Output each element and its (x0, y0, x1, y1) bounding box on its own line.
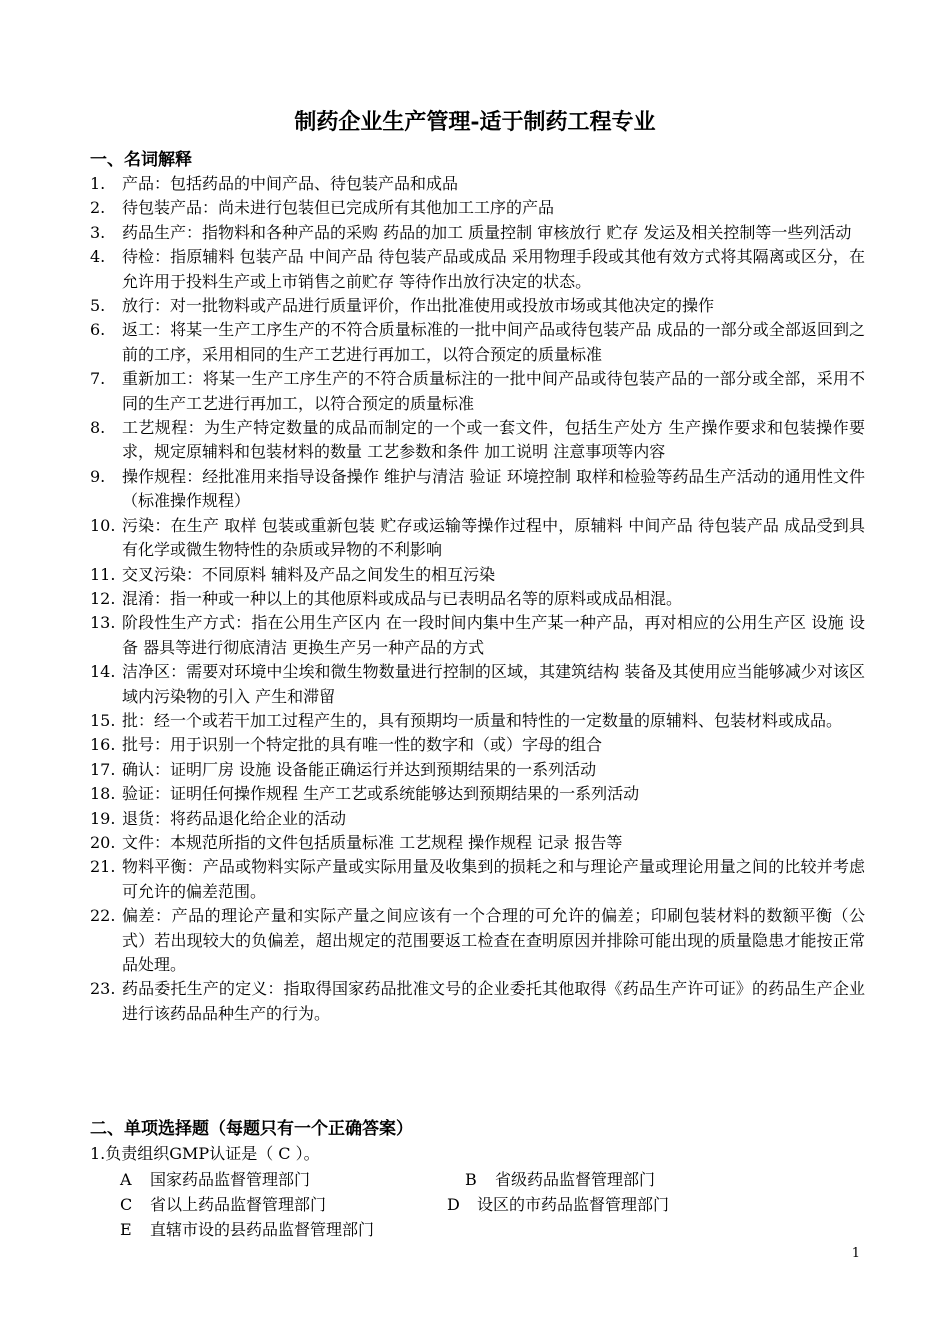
list-item (90, 318, 865, 367)
list-item-number: 21. (90, 857, 116, 877)
list-item-number: 1. (90, 174, 106, 193)
option-c (120, 1192, 326, 1218)
list-item-text: 待包装产品：尚未进行包装但已完成所有其他加工工序的产品 (122, 198, 555, 218)
list-item (90, 196, 865, 220)
list-item (90, 611, 865, 660)
list-item (90, 807, 865, 831)
list-item-number: 10. (90, 515, 116, 535)
list-item-text: 批号：用于识别一个特定批的具有唯一性的数字和（或）字母的组合 (122, 735, 603, 755)
option-text: 设区的市药品监督管理部门 (477, 1195, 670, 1214)
list-item (90, 660, 865, 709)
list-item-text: 混淆：指一种或一种以上的其他原料或成品与已表明品名等的原料或成品相混。 (122, 588, 683, 608)
list-item-text: 退货：将药品退化给企业的活动 (122, 808, 347, 828)
list-item (90, 709, 865, 733)
list-item-number: 20. (90, 832, 116, 852)
option-d (447, 1192, 669, 1218)
list-item-text: 返工：将某一生产工序生产的不符合质量标准的一批中间产品或待包装产品 成品的一部分或全部返回到之前的工序，采用相同的生产工艺进行再加工，以符合预定的质量标准 (122, 320, 865, 364)
list-item (90, 172, 865, 196)
list-item-number: 18. (90, 784, 116, 804)
list-item-number: 16. (90, 735, 116, 755)
list-item-text: 物料平衡：产品或物料实际产量或实际用量及收集到的损耗之和与理论产量或理论用量之间的比较并考虑可允许的偏差范围。 (122, 857, 865, 901)
list-item-number: 5. (90, 296, 106, 316)
list-item-number: 7. (90, 369, 106, 389)
list-item-number: 6. (90, 320, 106, 340)
list-item-text: 偏差：产品的理论产量和实际产量之间应该有一个合理的可允许的偏差；印刷包装材料的数额平衡（公式）若出现较大的负偏差，超出规定的范围要返工检查在查明原因并排除可能出现的质量隐患才能按正常品处理。 (122, 906, 865, 974)
page-number: 1 (851, 1246, 860, 1261)
list-item-number: 8. (90, 418, 106, 438)
list-item (90, 855, 865, 904)
section-heading-definitions: 一、名词解释 (90, 150, 192, 170)
list-item-number: 2. (90, 198, 106, 218)
list-item (90, 245, 865, 294)
option-text: 省级药品监督管理部门 (495, 1170, 656, 1189)
list-item-text: 批：经一个或若干加工过程产生的，具有预期均一质量和特性的一定数量的原辅料、包装材料或成品。 (122, 710, 843, 730)
list-item-text: 放行：对一批物料或产品进行质量评价，作出批准使用或投放市场或其他决定的操作 (122, 296, 715, 316)
list-item (90, 514, 865, 563)
list-item (90, 758, 865, 782)
list-item-text: 污染：在生产 取样 包装或重新包装 贮存或运输等操作过程中，原辅料 中间产品 待包装产品 成品受到具有化学或微生物特性的杂质或异物的不利影响 (122, 515, 865, 560)
list-item-number: 3. (90, 222, 106, 242)
option-letter: D (447, 1195, 460, 1214)
list-item-number: 4. (90, 247, 106, 267)
list-item (90, 563, 865, 587)
list-item-text: 文件：本规范所指的文件包括质量标准 工艺规程 操作规程 记录 报告等 (122, 832, 623, 852)
list-item-number: 19. (90, 808, 116, 828)
list-item-number: 12. (90, 588, 116, 608)
list-item (90, 465, 865, 514)
option-a (120, 1167, 310, 1193)
list-item (90, 977, 865, 1026)
option-letter: A (120, 1170, 132, 1189)
list-item-number: 17. (90, 759, 116, 779)
definitions-list (90, 172, 865, 1026)
list-item-number: 14. (90, 662, 116, 682)
option-letter: E (120, 1220, 132, 1239)
option-text: 国家药品监督管理部门 (150, 1170, 311, 1189)
list-item-text: 洁净区：需要对环境中尘埃和微生物数量进行控制的区域，其建筑结构 装备及其使用应当能够减少对该区域内污染物的引入 产生和滞留 (122, 662, 865, 706)
list-item (90, 904, 865, 977)
list-item (90, 221, 865, 245)
document-title: 制药企业生产管理-适于制药工程专业 (294, 109, 656, 135)
list-item (90, 416, 865, 465)
list-item-number: 9. (90, 466, 106, 486)
list-item-number: 22. (90, 906, 116, 926)
list-item-text: 产品：包括药品的中间产品、待包装产品和成品 (122, 174, 459, 193)
list-item-text: 药品生产：指物料和各种产品的采购 药品的加工 质量控制 审核放行 贮存 发运及相关控制等一些列活动 (122, 222, 852, 242)
list-item-text: 确认：证明厂房 设施 设备能正确运行并达到预期结果的一系列活动 (122, 759, 597, 779)
list-item-number: 11. (90, 564, 116, 584)
list-item (90, 587, 865, 611)
option-letter: B (465, 1170, 477, 1189)
list-item (90, 831, 865, 855)
section-heading-single-choice: 二、单项选择题（每题只有一个正确答案） (90, 1119, 413, 1139)
list-item-text: 工艺规程：为生产特定数量的成品而制定的一个或一套文件，包括生产处方 生产操作要求和包装操作要求，规定原辅料和包装材料的数量 工艺参数和条件 加工说明 注意事项等内容 (122, 418, 865, 462)
list-item-text: 阶段性生产方式：指在公用生产区内 在一段时间内集中生产某一种产品，再对相应的公用生产区 设施 设备 器具等进行彻底清洁 更换生产另一种产品的方式 (122, 613, 865, 657)
list-item (90, 294, 865, 318)
list-item-number: 23. (90, 979, 116, 999)
list-item-number: 15. (90, 710, 116, 730)
list-item-text: 待检：指原辅料 包装产品 中间产品 待包装产品或成品 采用物理手段或其他有效方式将其隔离或区分，在允许用于投料生产或上市销售之前贮存 等待作出放行决定的状态。 (122, 247, 865, 291)
option-text: 直辖市设的县药品监督管理部门 (150, 1220, 375, 1239)
option-text: 省以上药品监督管理部门 (150, 1195, 327, 1214)
list-item-text: 重新加工：将某一生产工序生产的不符合质量标注的一批中间产品或待包装产品的一部分或全部，采用不同的生产工艺进行再加工，以符合预定的质量标准 (122, 369, 865, 413)
option-e (120, 1217, 374, 1243)
list-item-text: 交叉污染：不同原料 辅料及产品之间发生的相互污染 (122, 564, 496, 584)
option-b (465, 1167, 655, 1193)
option-letter: C (120, 1195, 133, 1214)
question-text: 1.负责组织GMP认证是（ C ）。 (90, 1144, 320, 1163)
list-item (90, 782, 865, 806)
list-item-text: 药品委托生产的定义：指取得国家药品批准文号的企业委托其他取得《药品生产许可证》的药品生产企业进行该药品品种生产的行为。 (122, 979, 865, 1023)
list-item (90, 367, 865, 416)
list-item-number: 13. (90, 613, 116, 633)
list-item-text: 操作规程：经批准用来指导设备操作 维护与清洁 验证 环境控制 取样和检验等药品生产活动的通用性文件（标准操作规程） (122, 466, 865, 511)
list-item-text: 验证：证明任何操作规程 生产工艺或系统能够达到预期结果的一系列活动 (122, 784, 640, 804)
list-item (90, 733, 865, 757)
